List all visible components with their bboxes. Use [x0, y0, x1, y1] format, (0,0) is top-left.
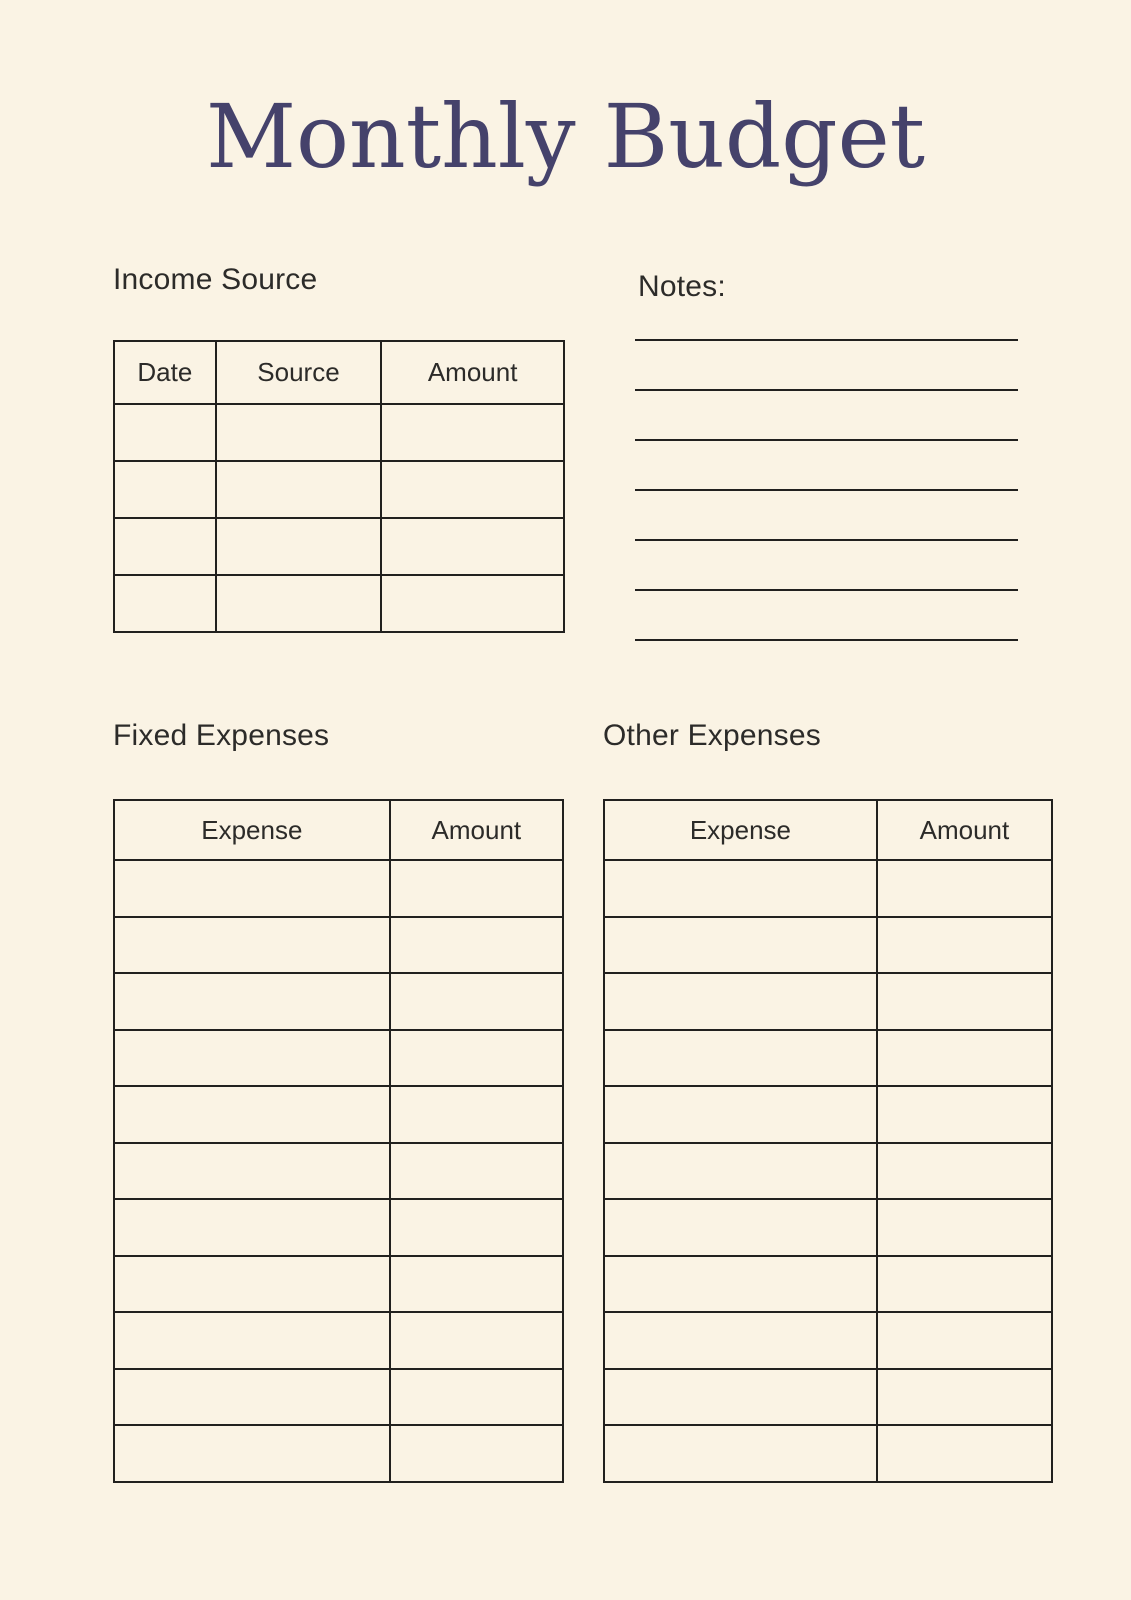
- empty-table-row: [114, 1143, 563, 1200]
- empty-table-row: [604, 860, 1052, 917]
- empty-fill-in-cell: [604, 1256, 877, 1313]
- empty-table-row: [604, 917, 1052, 974]
- empty-fill-in-cell: [114, 1425, 390, 1482]
- notes-heading: Notes:: [638, 270, 726, 303]
- income-source-table: [113, 340, 565, 633]
- empty-table-row: [604, 1256, 1052, 1313]
- other-expenses-table: [603, 799, 1053, 1483]
- empty-fill-in-cell: [390, 1312, 563, 1369]
- empty-table-row: [114, 1312, 563, 1369]
- empty-table-row: [114, 860, 563, 917]
- page-title: Monthly Budget: [205, 85, 926, 188]
- column-header-date: Date: [114, 341, 216, 404]
- empty-fill-in-cell: [114, 404, 216, 461]
- empty-fill-in-cell: [114, 1312, 390, 1369]
- notes-blank-line: [635, 591, 1018, 641]
- other-expenses-heading: Other Expenses: [603, 719, 821, 752]
- empty-fill-in-cell: [877, 1199, 1052, 1256]
- empty-fill-in-cell: [390, 1030, 563, 1087]
- empty-fill-in-cell: [216, 404, 382, 461]
- empty-fill-in-cell: [390, 860, 563, 917]
- empty-fill-in-cell: [877, 1030, 1052, 1087]
- empty-fill-in-cell: [604, 1199, 877, 1256]
- fixed-expenses-heading: Fixed Expenses: [113, 719, 330, 752]
- column-header-source: Source: [216, 341, 382, 404]
- empty-fill-in-cell: [114, 1086, 390, 1143]
- empty-fill-in-cell: [216, 575, 382, 632]
- empty-fill-in-cell: [390, 1425, 563, 1482]
- column-header-expense: Expense: [114, 800, 390, 860]
- empty-fill-in-cell: [390, 1199, 563, 1256]
- empty-table-row: [604, 1143, 1052, 1200]
- empty-fill-in-cell: [604, 1143, 877, 1200]
- empty-fill-in-cell: [390, 1369, 563, 1426]
- empty-fill-in-cell: [390, 1086, 563, 1143]
- empty-fill-in-cell: [604, 1369, 877, 1426]
- empty-fill-in-cell: [604, 860, 877, 917]
- empty-fill-in-cell: [381, 404, 564, 461]
- notes-blank-line: [635, 491, 1018, 541]
- income-source-heading: Income Source: [113, 263, 318, 296]
- empty-fill-in-cell: [114, 973, 390, 1030]
- empty-fill-in-cell: [381, 461, 564, 518]
- empty-fill-in-cell: [604, 1312, 877, 1369]
- empty-fill-in-cell: [390, 917, 563, 974]
- empty-table-row: [604, 1030, 1052, 1087]
- notes-blank-line: [635, 291, 1018, 341]
- empty-fill-in-cell: [114, 1143, 390, 1200]
- empty-table-row: [114, 518, 564, 575]
- empty-fill-in-cell: [381, 518, 564, 575]
- empty-fill-in-cell: [114, 917, 390, 974]
- table-header-row: [604, 800, 1052, 860]
- notes-blank-line: [635, 541, 1018, 591]
- empty-fill-in-cell: [604, 1425, 877, 1482]
- empty-fill-in-cell: [390, 973, 563, 1030]
- empty-fill-in-cell: [216, 518, 382, 575]
- empty-fill-in-cell: [390, 1256, 563, 1313]
- empty-table-row: [114, 1369, 563, 1426]
- empty-fill-in-cell: [114, 461, 216, 518]
- empty-fill-in-cell: [604, 1030, 877, 1087]
- empty-fill-in-cell: [114, 518, 216, 575]
- column-header-amount: Amount: [381, 341, 564, 404]
- empty-fill-in-cell: [877, 1143, 1052, 1200]
- empty-fill-in-cell: [877, 917, 1052, 974]
- empty-table-row: [114, 461, 564, 518]
- table-header-row: [114, 800, 563, 860]
- empty-fill-in-cell: [604, 1086, 877, 1143]
- notes-blank-line: [635, 441, 1018, 491]
- table-header-row: [114, 341, 564, 404]
- notes-blank-line: [635, 341, 1018, 391]
- empty-fill-in-cell: [877, 1256, 1052, 1313]
- empty-fill-in-cell: [877, 1312, 1052, 1369]
- empty-fill-in-cell: [114, 1369, 390, 1426]
- empty-table-row: [114, 1030, 563, 1087]
- empty-table-row: [114, 1425, 563, 1482]
- empty-table-row: [604, 1086, 1052, 1143]
- empty-fill-in-cell: [114, 1030, 390, 1087]
- empty-fill-in-cell: [877, 860, 1052, 917]
- empty-table-row: [114, 973, 563, 1030]
- empty-table-row: [114, 1086, 563, 1143]
- empty-table-row: [604, 1199, 1052, 1256]
- empty-fill-in-cell: [877, 1369, 1052, 1426]
- column-header-expense: Expense: [604, 800, 877, 860]
- column-header-amount: Amount: [877, 800, 1052, 860]
- empty-table-row: [604, 1369, 1052, 1426]
- notes-blank-line: [635, 391, 1018, 441]
- empty-fill-in-cell: [114, 1256, 390, 1313]
- empty-fill-in-cell: [604, 917, 877, 974]
- empty-fill-in-cell: [381, 575, 564, 632]
- column-header-amount: Amount: [390, 800, 563, 860]
- empty-table-row: [114, 917, 563, 974]
- empty-fill-in-cell: [114, 1199, 390, 1256]
- empty-fill-in-cell: [216, 461, 382, 518]
- empty-table-row: [604, 1425, 1052, 1482]
- empty-table-row: [604, 1312, 1052, 1369]
- fixed-expenses-table: [113, 799, 564, 1483]
- empty-fill-in-cell: [877, 1086, 1052, 1143]
- empty-fill-in-cell: [877, 973, 1052, 1030]
- empty-fill-in-cell: [877, 1425, 1052, 1482]
- empty-fill-in-cell: [390, 1143, 563, 1200]
- empty-table-row: [604, 973, 1052, 1030]
- empty-fill-in-cell: [114, 575, 216, 632]
- notes-writing-lines: [635, 291, 1018, 641]
- empty-fill-in-cell: [604, 973, 877, 1030]
- empty-table-row: [114, 575, 564, 632]
- empty-table-row: [114, 1199, 563, 1256]
- empty-table-row: [114, 1256, 563, 1313]
- empty-fill-in-cell: [114, 860, 390, 917]
- empty-table-row: [114, 404, 564, 461]
